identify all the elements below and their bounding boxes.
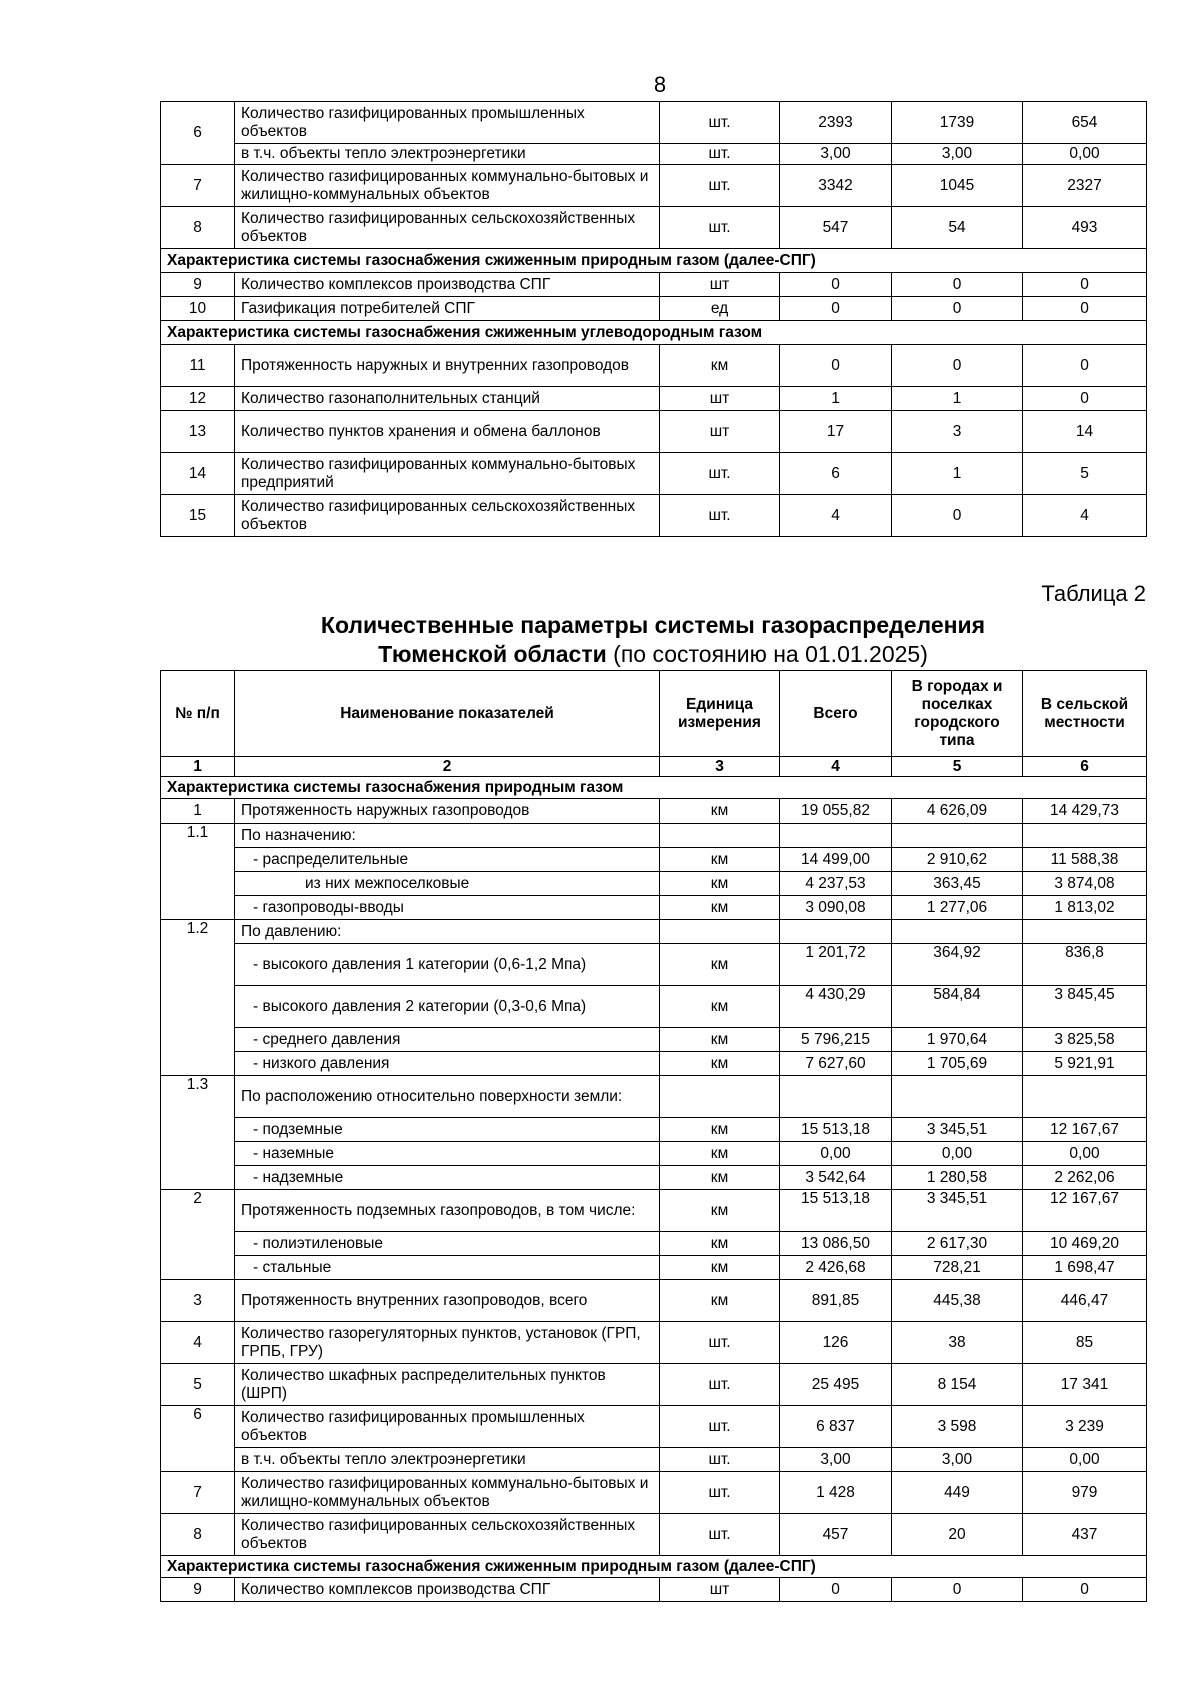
row-name: Количество комплексов производства СПГ — [235, 273, 660, 297]
row-urban: 20 — [892, 1514, 1023, 1556]
colnum: 4 — [780, 757, 892, 777]
row-rural: 2 262,06 — [1023, 1166, 1147, 1190]
table-row — [161, 986, 1147, 1028]
row-name: Протяженность наружных газопроводов — [235, 799, 660, 824]
row-name: Количество газорегуляторных пунктов, установок (ГРП, ГРПБ, ГРУ) — [235, 1322, 660, 1364]
row-rural — [1023, 1076, 1147, 1118]
row-urban: 1 277,06 — [892, 896, 1023, 920]
row-number: 1.2 — [161, 920, 235, 1076]
row-unit: км — [660, 799, 780, 824]
row-rural: 3 845,45 — [1023, 986, 1147, 1028]
row-rural: 0 — [1023, 345, 1147, 387]
row-unit: шт. — [660, 453, 780, 495]
table-title — [160, 611, 1146, 669]
row-name: Количество газифицированных коммунально-бытовых предприятий — [235, 453, 660, 495]
row-unit: шт. — [660, 165, 780, 207]
row-name: Количество газифицированных сельскохозяйственных объектов — [235, 495, 660, 537]
row-urban: 1739 — [892, 102, 1023, 144]
row-unit: шт — [660, 387, 780, 411]
row-rural: 446,47 — [1023, 1280, 1147, 1322]
row-urban: 3 598 — [892, 1406, 1023, 1448]
row-unit: км — [660, 1280, 780, 1322]
header-num: № п/п — [161, 671, 235, 757]
row-rural: 17 341 — [1023, 1364, 1147, 1406]
row-total: 19 055,82 — [780, 799, 892, 824]
colnum: 6 — [1023, 757, 1147, 777]
table-row — [161, 1578, 1147, 1602]
row-rural: 14 — [1023, 411, 1147, 453]
row-unit: шт — [660, 273, 780, 297]
table-row — [161, 102, 1147, 144]
row-total: 126 — [780, 1322, 892, 1364]
row-urban: 0 — [892, 495, 1023, 537]
row-total: 5 796,215 — [780, 1028, 892, 1052]
table-row — [161, 207, 1147, 249]
row-name: По давлению: — [235, 920, 660, 944]
row-urban: 2 617,30 — [892, 1232, 1023, 1256]
row-number: 6 — [161, 102, 235, 165]
row-urban: 1 280,58 — [892, 1166, 1023, 1190]
row-number: 12 — [161, 387, 235, 411]
row-total: 3342 — [780, 165, 892, 207]
row-number: 11 — [161, 345, 235, 387]
row-rural: 4 — [1023, 495, 1147, 537]
row-total: 2393 — [780, 102, 892, 144]
table-row — [161, 1322, 1147, 1364]
colnum: 5 — [892, 757, 1023, 777]
row-name: Количество газифицированных промышленных объектов — [235, 1406, 660, 1448]
row-name: в т.ч. объекты тепло электроэнергетики — [235, 144, 660, 165]
row-urban: 0 — [892, 297, 1023, 321]
row-total: 0 — [780, 1578, 892, 1602]
row-total: 14 499,00 — [780, 848, 892, 872]
row-rural: 2327 — [1023, 165, 1147, 207]
header-rural: В сельской местности — [1023, 671, 1147, 757]
row-rural: 437 — [1023, 1514, 1147, 1556]
row-number: 1.3 — [161, 1076, 235, 1190]
row-total: 4 — [780, 495, 892, 537]
row-name: Количество газифицированных сельскохозяйственных объектов — [235, 207, 660, 249]
row-total: 6 — [780, 453, 892, 495]
row-urban: 2 910,62 — [892, 848, 1023, 872]
table-row — [161, 1256, 1147, 1280]
row-number: 2 — [161, 1190, 235, 1280]
row-unit: км — [660, 944, 780, 986]
row-name: Протяженность подземных газопроводов, в том числе: — [235, 1190, 660, 1232]
row-total: 3 542,64 — [780, 1166, 892, 1190]
row-urban: 1 — [892, 387, 1023, 411]
header-unit: Единица измерения — [660, 671, 780, 757]
row-unit: шт. — [660, 144, 780, 165]
row-number: 13 — [161, 411, 235, 453]
row-urban: 3 345,51 — [892, 1190, 1023, 1232]
row-unit: км — [660, 1232, 780, 1256]
row-urban: 0 — [892, 345, 1023, 387]
row-total: 4 237,53 — [780, 872, 892, 896]
table-row — [161, 345, 1147, 387]
row-number: 1 — [161, 799, 235, 824]
row-urban: 3 345,51 — [892, 1118, 1023, 1142]
row-name: - высокого давления 2 категории (0,3-0,6 Мпа) — [235, 986, 660, 1028]
row-name: Количество комплексов производства СПГ — [235, 1578, 660, 1602]
row-rural: 836,8 — [1023, 944, 1147, 986]
row-urban: 1 — [892, 453, 1023, 495]
row-name: Протяженность наружных и внутренних газопроводов — [235, 345, 660, 387]
row-total: 3 090,08 — [780, 896, 892, 920]
row-unit: км — [660, 986, 780, 1028]
table-row — [161, 1166, 1147, 1190]
row-name: - низкого давления — [235, 1052, 660, 1076]
row-unit: км — [660, 1052, 780, 1076]
row-unit: км — [660, 1118, 780, 1142]
row-unit: шт. — [660, 1406, 780, 1448]
row-name: - среднего давления — [235, 1028, 660, 1052]
header-row — [161, 671, 1147, 757]
column-numbers-row — [161, 757, 1147, 777]
row-total — [780, 920, 892, 944]
table-row — [161, 1472, 1147, 1514]
row-total: 17 — [780, 411, 892, 453]
row-urban: 4 626,09 — [892, 799, 1023, 824]
row-urban: 3 — [892, 411, 1023, 453]
row-number: 8 — [161, 207, 235, 249]
row-urban: 0,00 — [892, 1142, 1023, 1166]
table-row — [161, 1076, 1147, 1118]
row-unit: км — [660, 1256, 780, 1280]
table-row — [161, 411, 1147, 453]
table-row — [161, 1514, 1147, 1556]
row-total: 457 — [780, 1514, 892, 1556]
row-rural: 3 825,58 — [1023, 1028, 1147, 1052]
gas-distribution-table — [160, 670, 1147, 1602]
row-unit: шт. — [660, 1322, 780, 1364]
row-urban — [892, 920, 1023, 944]
row-rural: 5 — [1023, 453, 1147, 495]
section-row — [161, 249, 1147, 273]
row-rural: 1 813,02 — [1023, 896, 1147, 920]
title-line-2-bold: Тюменской области — [378, 641, 607, 667]
section-heading: Характеристика системы газоснабжения сжиженным природным газом (далее-СПГ) — [161, 1556, 1147, 1578]
page-number: 8 — [653, 72, 667, 97]
row-name: Количество газифицированных коммунально-бытовых и жилищно-коммунальных объектов — [235, 1472, 660, 1514]
row-unit: шт. — [660, 102, 780, 144]
table-row — [161, 920, 1147, 944]
row-unit: шт — [660, 1578, 780, 1602]
table-row — [161, 387, 1147, 411]
row-name: Количество газифицированных промышленных объектов — [235, 102, 660, 144]
row-urban: 1 705,69 — [892, 1052, 1023, 1076]
row-rural: 85 — [1023, 1322, 1147, 1364]
row-rural: 0 — [1023, 273, 1147, 297]
row-rural: 5 921,91 — [1023, 1052, 1147, 1076]
row-total: 0,00 — [780, 1142, 892, 1166]
table-row — [161, 1448, 1147, 1472]
section-row — [161, 1556, 1147, 1578]
row-unit: шт — [660, 411, 780, 453]
row-total: 15 513,18 — [780, 1190, 892, 1232]
section-row — [161, 777, 1147, 799]
row-total: 7 627,60 — [780, 1052, 892, 1076]
row-total: 1 428 — [780, 1472, 892, 1514]
row-number: 7 — [161, 1472, 235, 1514]
row-rural — [1023, 824, 1147, 848]
row-rural: 0,00 — [1023, 1448, 1147, 1472]
row-rural: 979 — [1023, 1472, 1147, 1514]
row-urban: 445,38 — [892, 1280, 1023, 1322]
table-row — [161, 944, 1147, 986]
row-unit: шт. — [660, 1448, 780, 1472]
section-heading: Характеристика системы газоснабжения сжиженным природным газом (далее-СПГ) — [161, 249, 1147, 273]
row-number: 9 — [161, 273, 235, 297]
row-unit: км — [660, 848, 780, 872]
row-number: 6 — [161, 1406, 235, 1472]
row-number: 4 — [161, 1322, 235, 1364]
section-heading: Характеристика системы газоснабжения природным газом — [161, 777, 1147, 799]
row-total: 6 837 — [780, 1406, 892, 1448]
row-rural: 14 429,73 — [1023, 799, 1147, 824]
row-rural — [1023, 920, 1147, 944]
table-row — [161, 1052, 1147, 1076]
row-number: 8 — [161, 1514, 235, 1556]
row-unit: км — [660, 1142, 780, 1166]
row-unit: шт. — [660, 1514, 780, 1556]
row-number: 10 — [161, 297, 235, 321]
row-unit: шт. — [660, 1472, 780, 1514]
row-rural: 0 — [1023, 387, 1147, 411]
row-unit: км — [660, 1028, 780, 1052]
row-urban: 8 154 — [892, 1364, 1023, 1406]
row-name: Протяженность внутренних газопроводов, всего — [235, 1280, 660, 1322]
row-total: 25 495 — [780, 1364, 892, 1406]
row-total — [780, 1076, 892, 1118]
table-row — [161, 297, 1147, 321]
row-total: 0 — [780, 273, 892, 297]
row-name: - стальные — [235, 1256, 660, 1280]
table-label: Таблица 2 — [1041, 581, 1146, 606]
row-number: 5 — [161, 1364, 235, 1406]
row-urban: 728,21 — [892, 1256, 1023, 1280]
row-rural: 0 — [1023, 1578, 1147, 1602]
row-number: 3 — [161, 1280, 235, 1322]
row-total: 1 — [780, 387, 892, 411]
row-name: - высокого давления 1 категории (0,6-1,2 Мпа) — [235, 944, 660, 986]
table-row — [161, 1118, 1147, 1142]
row-unit — [660, 824, 780, 848]
row-urban: 1045 — [892, 165, 1023, 207]
row-urban: 584,84 — [892, 986, 1023, 1028]
colnum: 3 — [660, 757, 780, 777]
table-row — [161, 1028, 1147, 1052]
row-name: По назначению: — [235, 824, 660, 848]
table-row — [161, 495, 1147, 537]
row-unit: км — [660, 1166, 780, 1190]
row-rural: 3 874,08 — [1023, 872, 1147, 896]
row-name: - наземные — [235, 1142, 660, 1166]
row-urban: 1 970,64 — [892, 1028, 1023, 1052]
section-heading: Характеристика системы газоснабжения сжиженным углеводородным газом — [161, 321, 1147, 345]
table-row — [161, 1406, 1147, 1448]
row-name: Газификация потребителей СПГ — [235, 297, 660, 321]
row-urban — [892, 824, 1023, 848]
row-rural: 10 469,20 — [1023, 1232, 1147, 1256]
row-name: Количество газифицированных коммунально-бытовых и жилищно-коммунальных объектов — [235, 165, 660, 207]
table-row — [161, 165, 1147, 207]
title-line-1: Количественные параметры системы газораспределения — [320, 612, 986, 638]
row-rural: 654 — [1023, 102, 1147, 144]
row-name: Количество газифицированных сельскохозяйственных объектов — [235, 1514, 660, 1556]
row-name: - полиэтиленовые — [235, 1232, 660, 1256]
row-urban: 3,00 — [892, 1448, 1023, 1472]
row-name: - подземные — [235, 1118, 660, 1142]
table-row — [161, 1190, 1147, 1232]
row-unit: шт. — [660, 1364, 780, 1406]
header-name: Наименование показателей — [235, 671, 660, 757]
row-name: - распределительные — [235, 848, 660, 872]
row-number: 1.1 — [161, 824, 235, 920]
row-unit: ед — [660, 297, 780, 321]
row-unit: км — [660, 345, 780, 387]
table-row — [161, 1142, 1147, 1166]
row-total — [780, 824, 892, 848]
row-name: - газопроводы-вводы — [235, 896, 660, 920]
row-name: - надземные — [235, 1166, 660, 1190]
row-rural: 493 — [1023, 207, 1147, 249]
header-total: Всего — [780, 671, 892, 757]
colnum: 1 — [161, 757, 235, 777]
row-urban: 449 — [892, 1472, 1023, 1514]
row-total: 3,00 — [780, 1448, 892, 1472]
table-row — [161, 848, 1147, 872]
row-unit: шт. — [660, 495, 780, 537]
row-urban: 364,92 — [892, 944, 1023, 986]
row-total: 547 — [780, 207, 892, 249]
row-rural: 12 167,67 — [1023, 1190, 1147, 1232]
row-rural: 0 — [1023, 297, 1147, 321]
row-total: 4 430,29 — [780, 986, 892, 1028]
row-rural: 0,00 — [1023, 144, 1147, 165]
row-name: Количество шкафных распределительных пунктов (ШРП) — [235, 1364, 660, 1406]
row-name: По расположению относительно поверхности земли: — [235, 1076, 660, 1118]
colnum: 2 — [235, 757, 660, 777]
row-total: 891,85 — [780, 1280, 892, 1322]
row-name: Количество пунктов хранения и обмена баллонов — [235, 411, 660, 453]
table-row — [161, 799, 1147, 824]
table-row — [161, 872, 1147, 896]
row-rural: 0,00 — [1023, 1142, 1147, 1166]
header-urban: В городах и поселках городского типа — [892, 671, 1023, 757]
table-row — [161, 1364, 1147, 1406]
row-number: 9 — [161, 1578, 235, 1602]
row-unit: км — [660, 872, 780, 896]
row-rural: 11 588,38 — [1023, 848, 1147, 872]
row-urban: 0 — [892, 1578, 1023, 1602]
row-name: в т.ч. объекты тепло электроэнергетики — [235, 1448, 660, 1472]
row-urban — [892, 1076, 1023, 1118]
row-name: из них межпоселковые — [235, 872, 660, 896]
row-unit — [660, 1076, 780, 1118]
title-line-2-rest: (по состоянию на 01.01.2025) — [606, 641, 928, 667]
table-row — [161, 1280, 1147, 1322]
row-number: 15 — [161, 495, 235, 537]
row-urban: 38 — [892, 1322, 1023, 1364]
row-urban: 3,00 — [892, 144, 1023, 165]
row-total: 1 201,72 — [780, 944, 892, 986]
table-row — [161, 273, 1147, 297]
row-total: 0 — [780, 297, 892, 321]
table-row — [161, 896, 1147, 920]
table-continuation — [160, 101, 1147, 537]
row-number: 14 — [161, 453, 235, 495]
row-number: 7 — [161, 165, 235, 207]
row-rural: 3 239 — [1023, 1406, 1147, 1448]
row-rural: 1 698,47 — [1023, 1256, 1147, 1280]
row-unit: км — [660, 1190, 780, 1232]
row-total: 3,00 — [780, 144, 892, 165]
table-row — [161, 1232, 1147, 1256]
row-total: 13 086,50 — [780, 1232, 892, 1256]
row-total: 0 — [780, 345, 892, 387]
table-row — [161, 453, 1147, 495]
row-urban: 54 — [892, 207, 1023, 249]
row-total: 2 426,68 — [780, 1256, 892, 1280]
row-unit: км — [660, 896, 780, 920]
row-urban: 0 — [892, 273, 1023, 297]
row-total: 15 513,18 — [780, 1118, 892, 1142]
section-row — [161, 321, 1147, 345]
row-unit: шт. — [660, 207, 780, 249]
row-name: Количество газонаполнительных станций — [235, 387, 660, 411]
table-row — [161, 824, 1147, 848]
row-unit — [660, 920, 780, 944]
row-urban: 363,45 — [892, 872, 1023, 896]
row-rural: 12 167,67 — [1023, 1118, 1147, 1142]
table-row — [161, 144, 1147, 165]
